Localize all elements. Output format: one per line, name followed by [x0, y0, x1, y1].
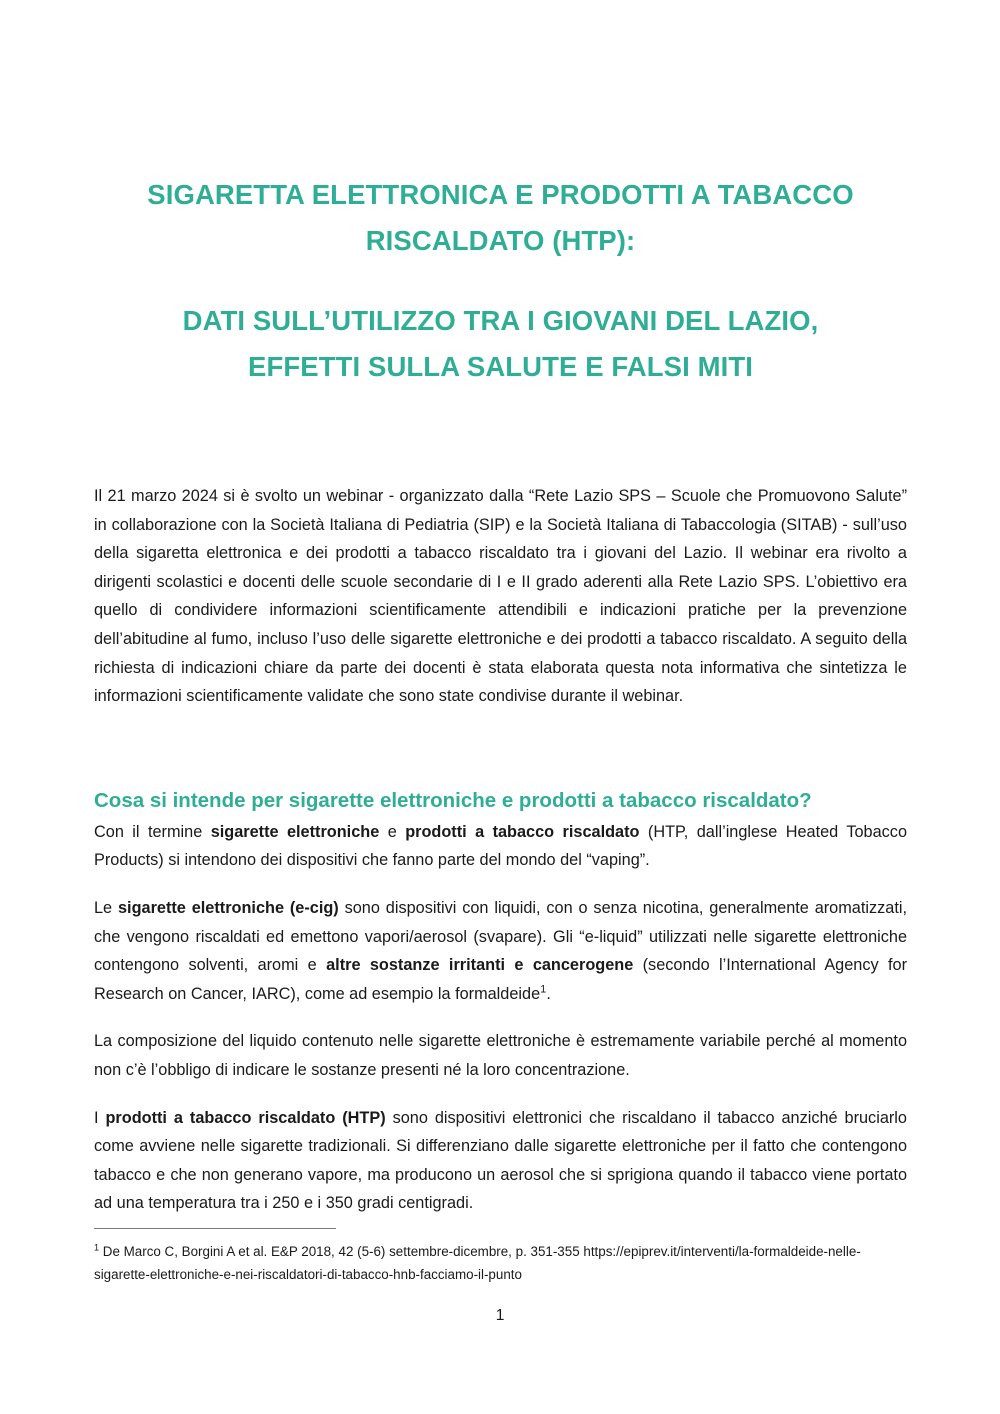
paragraph-prodotti-htp: I prodotti a tabacco riscaldato (HTP) sono dispositivi elettronici che riscaldano il tabacco anziché bruciarlo come avviene nelle sigarette tradizionali. Si differenziano dalle sigarette elettroniche per il fatto che contengono tabacco e che non generano vapore, ma producono un aerosol che si sprigiona quando il tabacco viene portato ad una temperatura tra i 250 e i 350 gradi centigradi. — [94, 1108, 907, 1213]
intro-paragraph: Il 21 marzo 2024 si è svolto un webinar - organizzato dalla “Rete Lazio SPS – Scuole che Promuovono Salute” in collaborazione con la Società Italiana di Pediatria (SIP) e la Società Italiana di Tabaccologia (SITAB) - sull’uso della sigaretta elettronica e dei prodotti a tabacco riscaldato tra i giovani del Lazio. Il webinar era rivolto a dirigenti scolastici e docenti delle scuole secondarie di I e II grado aderenti alla Rete Lazio SPS. L’obiettivo era quello di condividere informazioni scientificamente attendibili e indicazioni pratiche per la prevenzione dell’abitudine al fumo, incluso l’uso delle sigarette elettroniche e dei prodotti a tabacco riscaldato. A seguito della richiesta di indicazioni chiare da parte dei docenti è stata elaborata questa nota informativa che sintetizza le informazioni scientificamente validate che sono state condivise durante il webinar. — [94, 487, 907, 706]
emphasis-term: prodotti a tabacco riscaldato (HTP) — [105, 1108, 386, 1127]
emphasis-term: altre sostanze irritanti e cancerogene — [326, 956, 634, 975]
paragraph-sigarette-elettroniche-ecig: Le sigarette elettroniche (e-cig) sono dispositivi con liquidi, con o senza nicotina, generalmente aromatizzati, che vengono riscaldati ed emettono vapori/aerosol (svapare). Gli “e-liquid” utilizzati nelle sigarette elettroniche contengono solventi, aromi e altre sostanze irritanti e cancerogene (secondo l’International Agency for Research on Cancer, IARC), come ad esempio la formaldeide$^1$. — [94, 898, 907, 1003]
footnote-area — [94, 1228, 907, 1286]
footnote-separator-rule — [94, 1228, 336, 1229]
title-line-2: RISCALDATO (HTP): — [365, 225, 636, 256]
title-line-4: EFFETTI SULLA SALUTE E FALSI MITI — [248, 351, 753, 382]
title-line-3: DATI SULL’UTILIZZO TRA I GIOVANI DEL LAZIO, — [182, 305, 819, 336]
paragraph-composizione-liquido: La composizione del liquido contenuto nelle sigarette elettroniche è estremamente variabile perché al momento non c’è l’obbligo di indicare le sostanze presenti né la loro concentrazione. — [94, 1032, 907, 1079]
page-content — [94, 0, 907, 1218]
document-title-block — [94, 0, 907, 390]
footnote-entry-1: $^1$ De Marco C, Borgini A et al. E&P 2018, 42 (5-6) settembre-dicembre, p. 351-355 https://epiprev.it/interventi/la-formaldeide-nelle-sigarette-elettroniche-e-nei-riscaldatori-di-tabacco-hnb-facciamo-il-punto — [94, 1242, 861, 1282]
emphasis-term: prodotti a tabacco riscaldato — [405, 822, 640, 841]
title-group-primary — [94, 172, 907, 264]
footnote-number: 1 — [94, 1242, 100, 1253]
emphasis-term: sigarette elettroniche — [210, 822, 380, 841]
title-group-secondary — [94, 298, 907, 390]
section-heading-definizioni: Cosa si intende per sigarette elettroniche e prodotti a tabacco riscaldato? — [94, 788, 812, 812]
paragraph-definizione-termini: Con il termine sigarette elettroniche e prodotti a tabacco riscaldato (HTP, dall’inglese Heated Tobacco Products) si intendono dei dispositivi che fanno parte del mondo del “vaping”. — [94, 822, 907, 870]
page-number: 1 — [495, 1307, 505, 1324]
footnote-marker: 1 — [540, 983, 547, 996]
title-line-1: SIGARETTA ELETTRONICA E PRODOTTI A TABACCO — [147, 179, 854, 210]
emphasis-term: sigarette elettroniche (e-cig) — [117, 898, 339, 917]
